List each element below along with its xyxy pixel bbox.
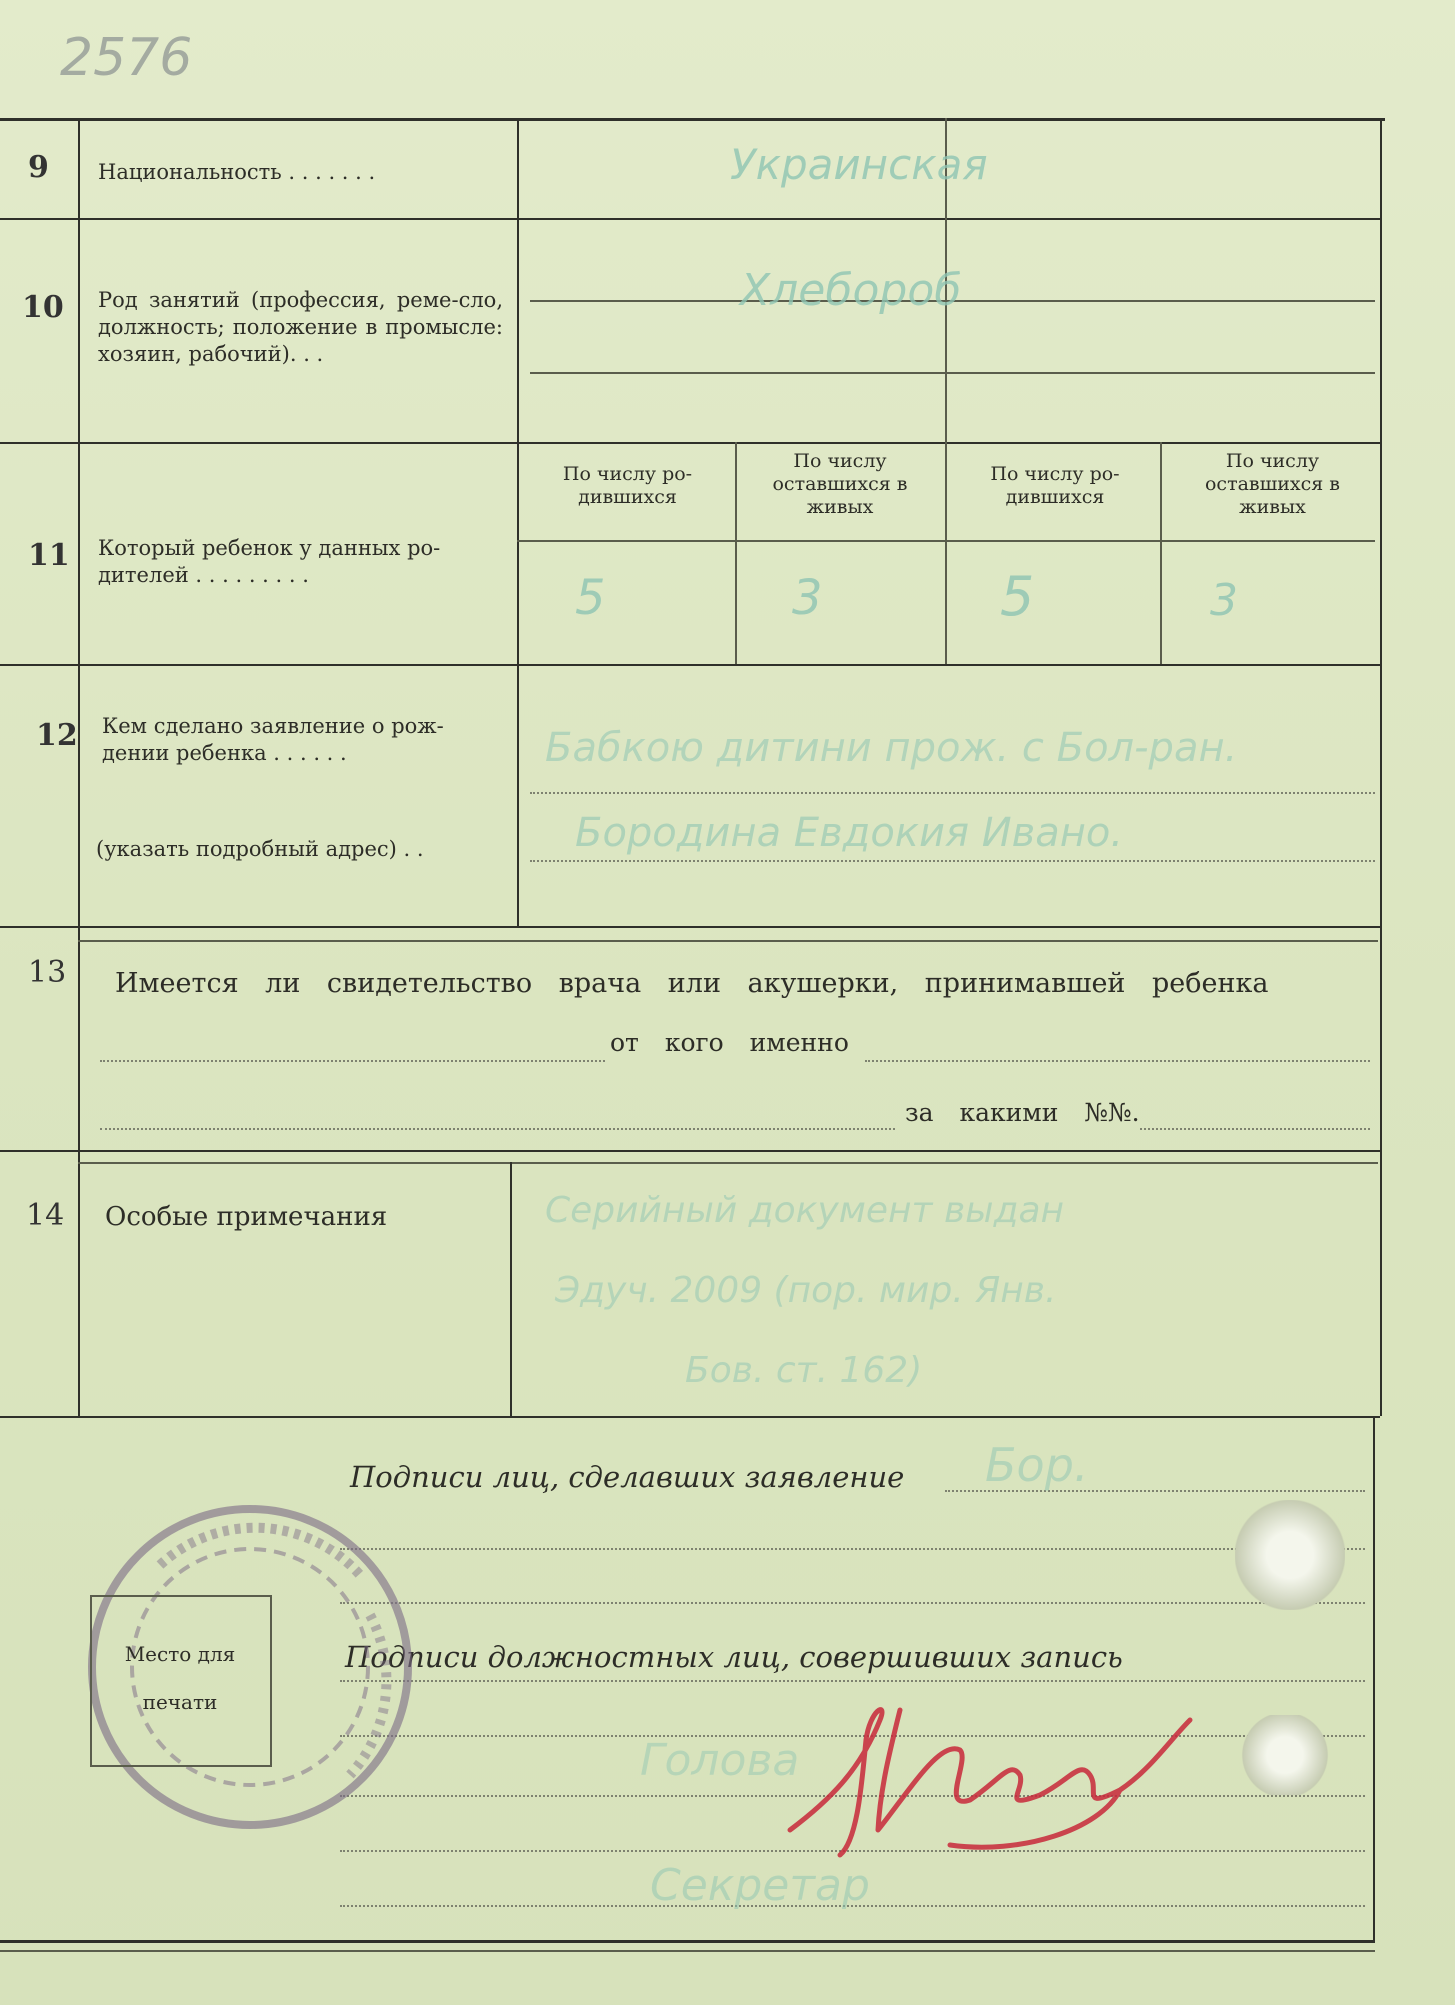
row-13-number: 13: [28, 955, 67, 990]
official-signature-1: Голова: [640, 1735, 800, 1786]
row-11-header-4: По числу оставшихся в живых: [1204, 450, 1341, 518]
row-11-number: 11: [28, 538, 70, 573]
archive-number: 2576: [60, 28, 193, 88]
row-11-label: Который ребенок у данных ро-дителей . . . . . . . . .: [98, 536, 441, 587]
official-signature-2: Секретар: [650, 1860, 870, 1911]
row-10-label: Род занятий (профессия, реме-сло, должность; положение в промысле: хозяин, рабочий). . .: [98, 288, 503, 366]
row-9-label: Национальность . . . . . . .: [98, 160, 376, 184]
row-14-handwritten-2: Эдуч. 2009 (пор. мир. Янв.: [555, 1270, 1057, 1311]
row-10-handwritten: Хлебороб: [740, 265, 962, 316]
row-11-header-1: По числу ро-дившихся: [562, 463, 693, 508]
row-11-value-2: 3: [792, 570, 823, 626]
row-13-line-2: от кого именно: [610, 1028, 849, 1057]
red-signature: [770, 1680, 1210, 1870]
row-13-line-3: за какими №№.: [905, 1098, 1140, 1127]
row-11-header-2: По числу оставшихся в живых: [772, 450, 908, 518]
paper-damage: [1240, 1715, 1330, 1795]
row-14-handwritten-1: Серийный документ выдан: [545, 1190, 1065, 1231]
applicants-signature-label: Подписи лиц, сделавших заявление: [350, 1460, 905, 1494]
row-12-handwritten-2: Бородина Евдокия Ивано.: [575, 810, 1124, 856]
row-12-number: 12: [36, 718, 78, 753]
row-9-number: 9: [28, 150, 49, 185]
row-11-value-1: 5: [575, 570, 606, 626]
row-9-handwritten: Украинская: [730, 140, 988, 189]
stamp-place-label: Место для печати: [124, 1642, 236, 1714]
row-12-label-address: (указать подробный адрес) . .: [96, 837, 424, 861]
paper-damage: [1235, 1500, 1345, 1610]
row-12-handwritten-1: Бабкою дитини прож. с Бол-ран.: [545, 725, 1238, 771]
row-13-line-1: Имеется ли свидетельство врача или акушерки, принимавшей ребенка: [115, 968, 1269, 999]
applicant-signature: Бор.: [985, 1438, 1089, 1492]
row-11-header-3: По числу ро-дившихся: [990, 463, 1120, 508]
row-12-label: Кем сделано заявление о рож-дении ребенка . . . . . .: [102, 714, 444, 765]
officials-signature-label: Подписи должностных лиц, совершивших запись: [345, 1640, 1123, 1674]
row-14-label: Особые примечания: [105, 1202, 388, 1232]
row-14-handwritten-3: Бов. ст. 162): [685, 1350, 923, 1391]
row-11-value-4: 3: [1210, 575, 1238, 626]
row-10-number: 10: [22, 290, 64, 325]
row-14-number: 14: [26, 1198, 65, 1233]
row-11-value-3: 5: [1000, 565, 1035, 628]
